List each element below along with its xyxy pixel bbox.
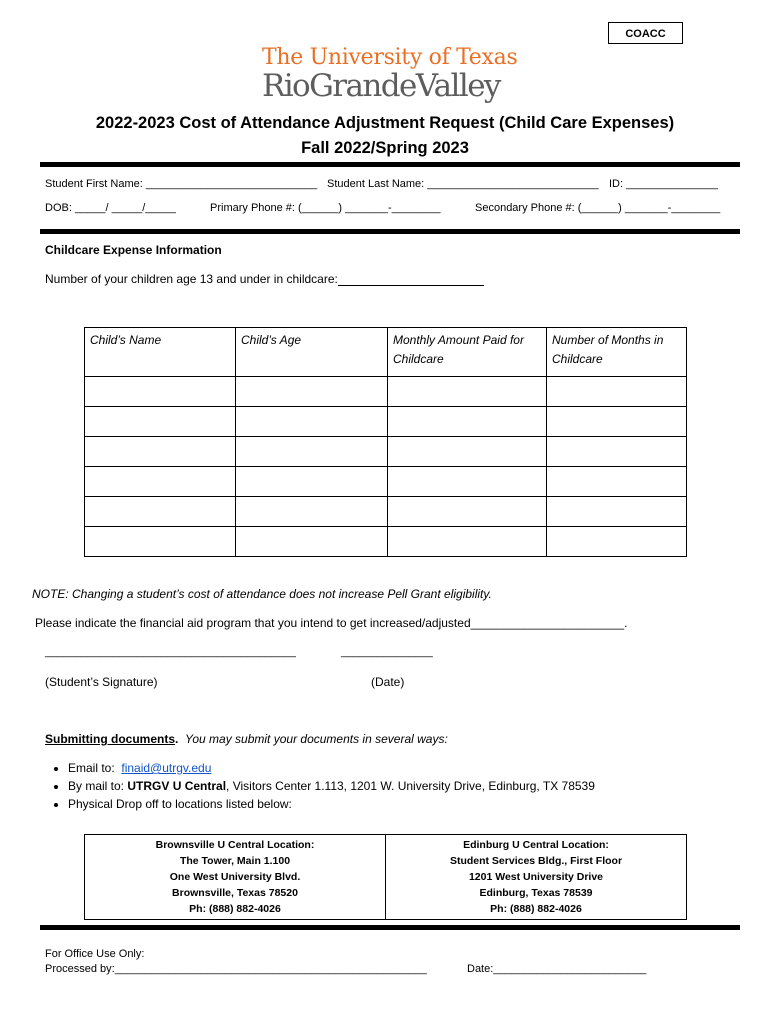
location-line: 1201 West University Drive <box>468 871 604 883</box>
location-line: Student Services Bldg., First Floor <box>449 855 623 867</box>
dob-field[interactable]: DOB: _____/ _____/_____ <box>45 202 176 214</box>
university-logo-line1: The University of Texas <box>262 45 518 70</box>
date-line[interactable]: _______________ <box>341 646 433 658</box>
section-divider <box>40 229 740 234</box>
office-use-label: For Office Use Only: <box>45 948 145 960</box>
submitting-title: Submitting documents <box>45 732 175 746</box>
form-subtitle: Fall 2022/Spring 2023 <box>301 139 469 157</box>
cell-age[interactable] <box>236 407 388 437</box>
children-table-header <box>85 328 687 377</box>
date-label: (Date) <box>371 675 405 689</box>
cell-months[interactable] <box>547 407 687 437</box>
cell-name[interactable] <box>85 407 236 437</box>
locations-table <box>84 834 687 920</box>
cell-amount[interactable] <box>388 407 547 437</box>
children-count-input[interactable] <box>338 272 484 286</box>
cell-amount[interactable] <box>388 467 547 497</box>
pell-note: NOTE: Changing a student’s cost of attendance does not increase Pell Grant eligibility. <box>32 587 492 601</box>
first-name-field[interactable]: Student First Name: ____________________________ <box>45 178 318 190</box>
cell-months[interactable] <box>547 497 687 527</box>
cell-months[interactable] <box>547 437 687 467</box>
office-date-field[interactable]: Date:_________________________ <box>467 963 647 975</box>
cell-name[interactable] <box>85 527 236 557</box>
location-phone: Ph: (888) 882-4026 <box>189 903 281 915</box>
cell-amount[interactable] <box>388 437 547 467</box>
table-row <box>85 377 687 407</box>
mail-address: , Visitors Center 1.113, 1201 W. University Drive, Edinburg, TX 78539 <box>226 779 595 793</box>
location-title: Brownsville U Central Location: <box>155 839 315 851</box>
top-divider <box>40 162 740 167</box>
bottom-divider <box>40 925 740 930</box>
program-prompt[interactable]: Please indicate the financial aid program that you intend to get increased/adjusted_______________________. <box>35 616 628 630</box>
primary-phone-field[interactable]: Primary Phone #: (______) _______-________ <box>210 202 441 214</box>
location-line: Brownsville, Texas 78520 <box>172 887 298 899</box>
location-line: The Tower, Main 1.100 <box>179 855 291 867</box>
cell-age[interactable] <box>236 437 388 467</box>
table-row <box>85 527 687 557</box>
table-row <box>85 467 687 497</box>
brownsville-location <box>85 835 386 920</box>
location-line: One West University Blvd. <box>169 871 301 883</box>
location-phone: Ph: (888) 882-4026 <box>490 903 582 915</box>
signature-label: (Student’s Signature) <box>45 675 158 689</box>
cell-name[interactable] <box>85 437 236 467</box>
email-label: Email to: <box>68 761 115 775</box>
children-count-text: Number of your children age 13 and under in childcare: <box>45 272 338 286</box>
cell-name[interactable] <box>85 467 236 497</box>
children-count-label <box>45 272 484 286</box>
cell-name[interactable] <box>85 497 236 527</box>
header-child-name: Child’s Name <box>85 328 236 377</box>
cell-age[interactable] <box>236 497 388 527</box>
submitting-intro: You may submit your documents in several ways: <box>185 732 448 746</box>
cell-months[interactable] <box>547 527 687 557</box>
cell-age[interactable] <box>236 467 388 497</box>
header-monthly-amount: Monthly Amount Paid for Childcare <box>388 328 547 377</box>
cell-amount[interactable] <box>388 497 547 527</box>
childcare-heading: Childcare Expense Information <box>45 243 222 257</box>
table-row <box>85 437 687 467</box>
last-name-field[interactable]: Student Last Name: ____________________________ <box>327 178 599 190</box>
form-title: 2022-2023 Cost of Attendance Adjustment Request (Child Care Expenses) <box>95 114 675 132</box>
list-item <box>68 760 595 777</box>
header-child-age: Child’s Age <box>236 328 388 377</box>
student-id-field[interactable]: ID: _______________ <box>609 178 718 190</box>
cell-age[interactable] <box>236 377 388 407</box>
dropoff-text: Physical Drop off to locations listed below: <box>68 797 292 811</box>
email-link[interactable]: finaid@utrgv.edu <box>121 761 212 775</box>
form-code-box: COACC <box>608 22 683 44</box>
location-line: Edinburg, Texas 78539 <box>479 887 593 899</box>
table-row <box>85 407 687 437</box>
mail-name: UTRGV U Central <box>127 779 227 793</box>
mail-label: By mail to: <box>68 779 125 793</box>
submitting-heading: Submitting documents. You may submit your documents in several ways: <box>45 732 448 746</box>
list-item <box>68 796 595 813</box>
location-title: Edinburg U Central Location: <box>463 839 609 851</box>
children-table <box>84 327 687 557</box>
edinburg-location <box>386 835 687 920</box>
signature-line[interactable]: _________________________________________ <box>45 646 296 658</box>
list-item <box>68 778 595 795</box>
cell-age[interactable] <box>236 527 388 557</box>
cell-amount[interactable] <box>388 527 547 557</box>
submission-methods <box>44 760 595 814</box>
cell-amount[interactable] <box>388 377 547 407</box>
secondary-phone-field[interactable]: Secondary Phone #: (______) _______-________ <box>475 202 721 214</box>
cell-months[interactable] <box>547 377 687 407</box>
table-row <box>85 497 687 527</box>
cell-months[interactable] <box>547 467 687 497</box>
processed-by-field[interactable]: Processed by:___________________________________________________ <box>45 963 427 975</box>
university-logo-line2: RioGrandeValley <box>262 68 500 104</box>
cell-name[interactable] <box>85 377 236 407</box>
header-months: Number of Months in Childcare <box>547 328 687 377</box>
